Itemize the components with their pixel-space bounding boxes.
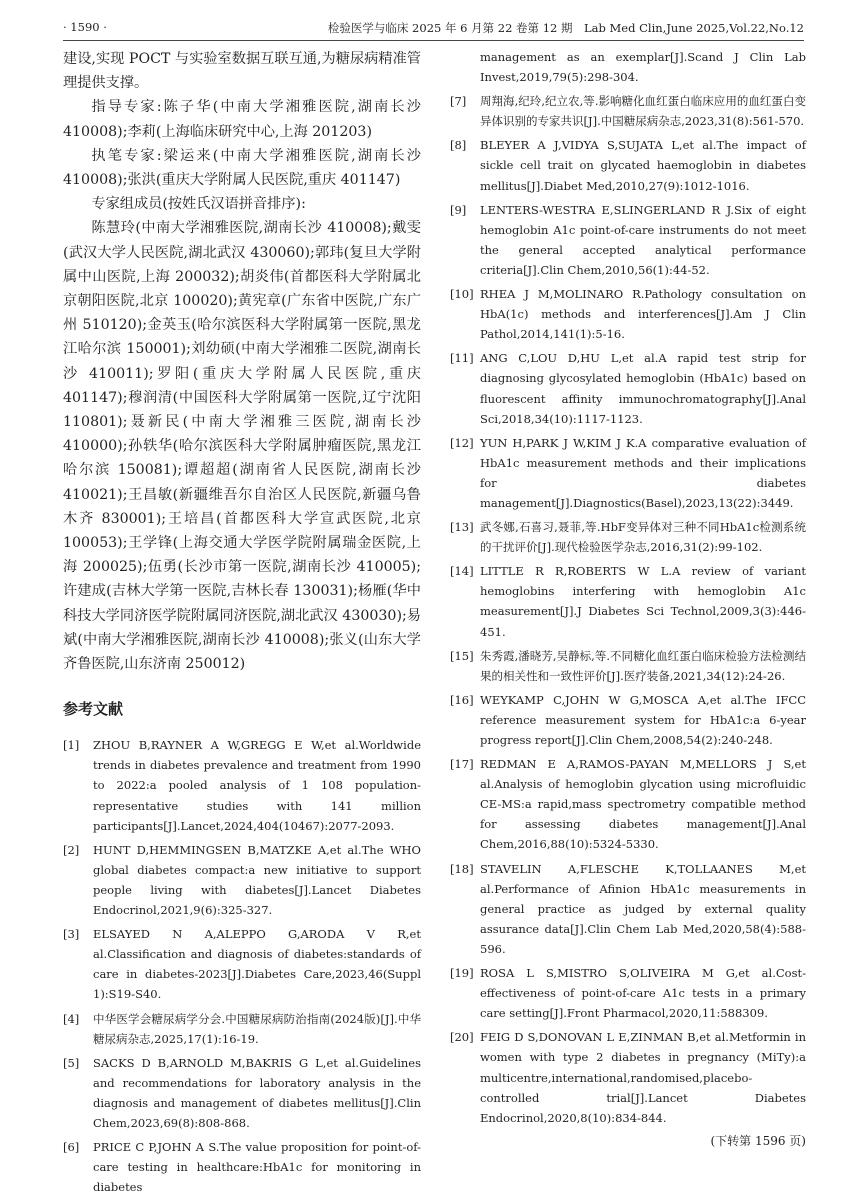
journal-info: 检验医学与临床 2025 年 6 月第 22 卷第 12 期 Lab Med Clin,June 2025,Vol.22,No.12 (327, 21, 804, 35)
references-list-left (63, 735, 421, 1197)
page-header (63, 18, 804, 41)
writing-experts: 执笔专家:梁运来(中南大学湘雅医院,湖南长沙 410008);张洪(重庆大学附属人民医院,重庆 401147) (63, 147, 421, 189)
reference-item: [1] ZHOU B,RAYNER A W,GREGG E W,et al.Worldwide trends in diabetes prevalence and treatment from 1990 to 2022:a pooled analysis of 1 108 population-representative studies with 141 million participants[J].Lancet,2024,404(10467):2077-2093. (63, 738, 421, 833)
members-title: 专家组成员(按姓氏汉语拼音排序): (91, 196, 306, 213)
references-list-right (450, 91, 806, 1128)
reference-item: [8] BLEYER A J,VIDYA S,SUJATA L,et al.The impact of sickle cell trait on glycated haemoglobin in diabetes mellitus[J].Diabet Med,2010,27(9):1012-1016. (450, 138, 806, 193)
reference-item: [13] 武冬娜,石喜习,聂菲,等.HbF变异体对三种不同HbA1c检测系统的干扰评价[J].现代检验医学杂志,2016,31(2):99-102. (450, 520, 806, 555)
members-list: 陈慧玲(中南大学湘雅医院,湖南长沙 410008);戴雯(武汉大学人民医院,湖北武汉 430060);郭玮(复旦大学附属中山医院,上海 200032);胡炎伟(首都医科大学附属北京朝阳医院,北京 100020);黄宪章(广东省中医院,广东广州 510120);金英玉(哈尔滨医科大学附属第一医院,黑龙江哈尔滨 150001);刘幼硕(中南大学湘雅二医院,湖南长沙 410011);罗阳(重庆大学附属人民医院,重庆 401147);穆润清(中国医科大学附属第一医院,辽宁沈阳 110801);聂新民(中南大学湘雅三医院,湖南长沙 410000);孙轶华(哈尔滨医科大学附属肿瘤医院,黑龙江哈尔滨 150081);谭超超(湖南省人民医院,湖南长沙 410021);王昌敏(新疆维吾尔自治区人民医院,新疆乌鲁木齐 830001);王培昌(首都医科大学宣武医院,北京 100053);王学锋(上海交通大学医学院附属瑞金医院,上海 200025);伍勇(长沙市第一医院,湖南长沙 410005);许建成(吉林大学第一医院,吉林长春 130031);杨雁(华中科技大学同济医学院附属同济医院,湖北武汉 430030);易斌(中南大学湘雅医院,湖南长沙 410008);张义(山东大学齐鲁医院,山东济南 250012) (63, 220, 421, 673)
left-column (63, 47, 421, 1201)
page-number: · 1590 · (63, 20, 107, 34)
reference-item: [16] WEYKAMP C,JOHN W G,MOSCA A,et al.The IFCC reference measurement system for HbA1c:a 6-year progress report[J].Clin Chem,2008,54(2):240-248. (450, 692, 806, 747)
reference-item: [6] PRICE C P,JOHN A S.The value proposition for point-of-care testing in healthcare:HbA1c for monitoring in diabetes (63, 1140, 421, 1195)
reference-item: [5] SACKS D B,ARNOLD M,BAKRIS G L,et al.Guidelines and recommendations for laboratory analysis in the diagnosis and management of diabetes mellitus[J].Clin Chem,2023,69(8):808-868. (63, 1055, 421, 1130)
reference-item: [9] LENTERS-WESTRA E,SLINGERLAND R J.Six of eight hemoglobin A1c point-of-care instruments do not meet the general accepted analytical performance criteria[J].Clin Chem,2010,56(1):44-52. (450, 202, 806, 277)
reference-item: [4] 中华医学会糖尿病学分会.中国糖尿病防治指南(2024版)[J].中华糖尿病杂志,2025,17(1):16-19. (63, 1011, 421, 1046)
references-title: 参考文献 (63, 700, 124, 719)
reference-item: [12] YUN H,PARK J W,KIM J K.A comparative evaluation of HbA1c measurement methods and their implications for diabetes management[J].Diagnostics(Basel),2023,13(22):3449. (450, 435, 806, 510)
reference-continuation: management as an exemplar[J].Scand J Clin Lab Invest,2019,79(5):298-304. (480, 50, 806, 85)
right-column (450, 47, 806, 1148)
intro-paragraph: 建设,实现 POCT 与实验室数据互联互通,为糖尿病精准管理提供支撑。 (63, 51, 421, 92)
reference-item: [3] ELSAYED N A,ALEPPO G,ARODA V R,et al.Classification and diagnosis of diabetes:standards of care in diabetes-2023[J].Diabetes Care,2023,46(Suppl 1):S19-S40. (63, 927, 421, 1002)
reference-item: [19] ROSA L S,MISTRO S,OLIVEIRA M G,et al.Cost-effectiveness of point-of-care A1c tests in a primary care setting[J].Front Pharmacol,2020,11:588309. (450, 966, 806, 1021)
reference-item: [10] RHEA J M,MOLINARO R.Pathology consultation on HbA(1c) methods and interferences[J].Am J Clin Pathol,2014,141(1):5-16. (450, 287, 806, 342)
reference-item: [2] HUNT D,HEMMINGSEN B,MATZKE A,et al.The WHO global diabetes compact:a new initiative to support people living with diabetes[J].Lancet Diabetes Endocrinol,2021,9(6):325-327. (63, 842, 421, 918)
reference-item: [20] FEIG D S,DONOVAN L E,ZINMAN B,et al.Metformin in women with type 2 diabetes in pregnancy (MiTy):a multicentre,international,randomised,placebo-controlled trial[J].Lancet Diabetes Endocrinol,2020,8(10):834-844. (450, 1030, 806, 1125)
reference-item: [11] ANG C,LOU D,HU L,et al.A rapid test strip for diagnosing glycosylated hemoglobin (HbA1c) based on fluorescent affinity immunochromatography[J].Anal Sci,2018,34(10):1117-1123. (450, 351, 806, 426)
reference-item: [15] 朱秀霞,潘晓芳,吴静标,等.不同糖化血红蛋白临床检验方法检测结果的相关性和一致性评价[J].医疗装备,2021,34(12):24-26. (450, 648, 806, 683)
continued-note: (下转第 1596 页) (710, 1133, 806, 1148)
reference-item: [7] 周翔海,纪玲,纪立农,等.影响糖化血红蛋白临床应用的血红蛋白变异体识别的专家共识[J].中国糖尿病杂志,2023,31(8):561-570. (450, 94, 806, 129)
reference-item: [17] REDMAN E A,RAMOS-PAYAN M,MELLORS J S,et al.Analysis of hemoglobin glycation using microfluidic CE-MS:a rapid,mass spectrometry compatible method for assessing diabetes management[J].Anal Chem,2016,88(10):5324-5330. (450, 757, 806, 852)
reference-item: [14] LITTLE R R,ROBERTS W L.A review of variant hemoglobins interfering with hemoglobin A1c measurement[J].J Diabetes Sci Technol,2009,3(3):446-451. (450, 564, 806, 639)
guidance-experts: 指导专家:陈子华(中南大学湘雅医院,湖南长沙 410008);李莉(上海临床研究中心,上海 201203) (63, 99, 421, 140)
reference-item: [18] STAVELIN A,FLESCHE K,TOLLAANES M,et al.Performance of Afinion HbA1c measurements in general practice as judged by external quality assurance data[J].Clin Chem Lab Med,2020,58(4):588-596. (450, 861, 806, 956)
